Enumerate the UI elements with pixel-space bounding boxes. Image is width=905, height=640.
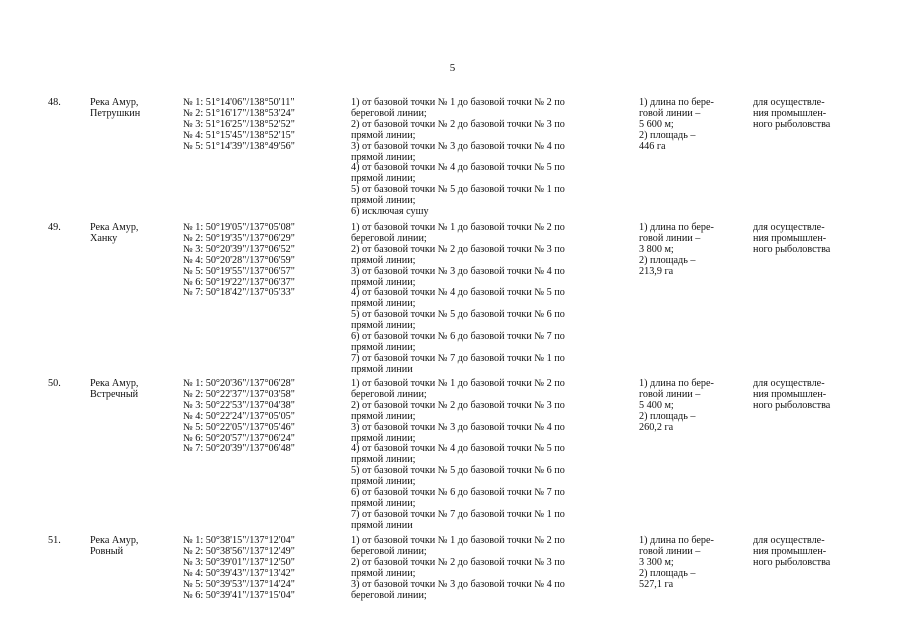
purpose-line: ния промышлен- [753, 107, 827, 119]
boundary-description-line: береговой линии; [351, 388, 427, 400]
area-dimensions-cell [639, 379, 747, 434]
area-dimensions-line: 5 400 м; [639, 399, 674, 411]
boundary-description-line: прямой линии; [351, 410, 416, 422]
boundary-description-line: береговой линии; [351, 589, 427, 601]
coordinates-line: № 2: 51°16'17"/138°53'24" [183, 107, 295, 119]
area-dimensions-line: 2) площадь – [639, 254, 696, 266]
coordinates-cell [183, 223, 343, 299]
area-dimensions-line: 1) длина по бере- [639, 222, 714, 233]
boundary-description-line: 7) от базовой точки № 7 до базовой точки № 1 по [351, 352, 565, 364]
area-dimensions-line: 2) площадь – [639, 410, 696, 422]
boundary-description-line: прямой линии; [351, 276, 416, 288]
coordinates-line: № 2: 50°19'35"/137°06'29" [183, 232, 295, 244]
coordinates-line: № 5: 50°22'05"/137°05'46" [183, 421, 295, 433]
coordinates-line: № 7: 50°18'42"/137°05'33" [183, 287, 295, 299]
area-dimensions-cell [639, 223, 747, 278]
boundary-description-line: береговой линии; [351, 545, 427, 557]
boundary-description-line: прямой линии; [351, 432, 416, 444]
coordinates-cell [183, 536, 343, 601]
boundary-description-line: прямой линии; [351, 298, 416, 310]
area-dimensions-line: 213,9 га [639, 265, 674, 277]
area-dimensions-line: 1) длина по бере- [639, 535, 714, 546]
boundary-description-line: прямой линии [351, 519, 413, 531]
boundary-description-line: 3) от базовой точки № 3 до базовой точки № 4 по [351, 578, 565, 590]
boundary-description-line: 1) от базовой точки № 1 до базовой точки № 2 по [351, 97, 565, 108]
coordinates-line: № 5: 50°19'55"/137°06'57" [183, 265, 295, 277]
boundary-description-line: 3) от базовой точки № 3 до базовой точки № 4 по [351, 140, 565, 152]
purpose-line: ния промышлен- [753, 232, 827, 244]
boundary-description-line: береговой линии; [351, 107, 427, 119]
purpose-line: для осуществле- [753, 222, 825, 233]
purpose-line: ного рыболовства [753, 118, 831, 130]
area-dimensions-line: говой линии – [639, 232, 701, 244]
boundary-description-line: 6) от базовой точки № 6 до базовой точки № 7 по [351, 331, 565, 343]
coordinates-cell [183, 379, 343, 455]
boundary-description-line: 2) от базовой точки № 2 до базовой точки № 3 по [351, 399, 565, 411]
area-dimensions-line: 5 600 м; [639, 118, 674, 130]
area-dimensions-line: 527,1 га [639, 578, 674, 590]
coordinates-line: № 3: 51°16'25"/138°52'52" [183, 118, 295, 130]
coordinates-line: № 5: 50°39'53"/137°14'24" [183, 578, 295, 590]
boundary-description-cell [351, 536, 629, 601]
boundary-description-line: 1) от базовой точки № 1 до базовой точки № 2 по [351, 222, 565, 233]
coordinates-line: № 1: 50°20'36"/137°06'28" [183, 378, 295, 389]
area-dimensions-cell [639, 98, 747, 153]
boundary-description-line: прямой линии; [351, 341, 416, 353]
boundary-description-line: 5) от базовой точки № 5 до базовой точки № 6 по [351, 465, 565, 477]
area-dimensions-line: 3 800 м; [639, 243, 674, 255]
area-dimensions-line: 260,2 га [639, 421, 674, 433]
area-name-line: Река Амур, [90, 535, 139, 546]
boundary-description-line: 4) от базовой точки № 4 до базовой точки № 5 по [351, 162, 565, 174]
row-number: 49. [48, 222, 61, 233]
purpose-cell [753, 536, 881, 569]
coordinates-line: № 2: 50°22'37"/137°03'58" [183, 388, 295, 400]
area-name-line: Река Амур, [90, 97, 139, 108]
boundary-description-line: 1) от базовой точки № 1 до базовой точки № 2 по [351, 378, 565, 389]
area-name-line: Встречный [90, 388, 139, 400]
boundary-description-line: береговой линии; [351, 232, 427, 244]
area-name-cell [90, 98, 178, 120]
coordinates-line: № 6: 50°19'22"/137°06'37" [183, 276, 295, 288]
coordinates-line: № 3: 50°20'39"/137°06'52" [183, 243, 295, 255]
purpose-line: ного рыболовства [753, 556, 831, 568]
coordinates-line: № 3: 50°39'01"/137°12'50" [183, 556, 295, 568]
boundary-description-line: 5) от базовой точки № 5 до базовой точки № 6 по [351, 309, 565, 321]
boundary-description-line: прямой линии; [351, 254, 416, 266]
coordinates-line: № 1: 50°19'05"/137°05'08" [183, 222, 295, 233]
boundary-description-line: 4) от базовой точки № 4 до базовой точки № 5 по [351, 443, 565, 455]
boundary-description-line: прямой линии; [351, 454, 416, 466]
boundary-description-cell [351, 98, 629, 218]
purpose-cell [753, 379, 881, 412]
page-number: 5 [449, 62, 456, 74]
boundary-description-line: прямой линии; [351, 195, 416, 207]
boundary-description-line: 7) от базовой точки № 7 до базовой точки № 1 по [351, 508, 565, 520]
boundary-description-line: 3) от базовой точки № 3 до базовой точки № 4 по [351, 265, 565, 277]
purpose-line: для осуществле- [753, 378, 825, 389]
boundary-description-line: прямой линии; [351, 476, 416, 488]
coordinates-line: № 1: 50°38'15"/137°12'04" [183, 535, 295, 546]
boundary-description-cell [351, 223, 629, 376]
area-dimensions-line: говой линии – [639, 107, 701, 119]
area-dimensions-line: говой линии – [639, 545, 701, 557]
coordinates-line: № 4: 50°22'24"/137°05'05" [183, 410, 295, 422]
area-name-line: Ханку [90, 232, 118, 244]
coordinates-line: № 7: 50°20'39"/137°06'48" [183, 443, 295, 455]
row-number: 50. [48, 378, 61, 389]
area-name-cell [90, 379, 178, 401]
area-name-line: Река Амур, [90, 378, 139, 389]
boundary-description-line: прямой линии; [351, 497, 416, 509]
boundary-description-line: 2) от базовой точки № 2 до базовой точки № 3 по [351, 243, 565, 255]
coordinates-line: № 1: 51°14'06"/138°50'11" [183, 97, 295, 108]
coordinates-line: № 4: 50°20'28"/137°06'59" [183, 254, 295, 266]
purpose-line: для осуществле- [753, 97, 825, 108]
coordinates-line: № 5: 51°14'39"/138°49'56" [183, 140, 295, 152]
boundary-description-line: прямой линии; [351, 151, 416, 163]
coordinates-line: № 4: 50°39'43"/137°13'42" [183, 567, 295, 579]
area-name-cell [90, 223, 178, 245]
purpose-line: ного рыболовства [753, 399, 831, 411]
purpose-line: ния промышлен- [753, 388, 827, 400]
boundary-description-line: 2) от базовой точки № 2 до базовой точки № 3 по [351, 118, 565, 130]
area-name-cell [90, 536, 178, 558]
purpose-cell [753, 223, 881, 256]
area-dimensions-cell [639, 536, 747, 591]
boundary-description-line: прямой линии; [351, 129, 416, 141]
purpose-line: ного рыболовства [753, 243, 831, 255]
boundary-description-line: 6) исключая сушу [351, 206, 429, 218]
coordinates-line: № 2: 50°38'56"/137°12'49" [183, 545, 295, 557]
area-dimensions-line: 1) длина по бере- [639, 97, 714, 108]
area-dimensions-line: говой линии – [639, 388, 701, 400]
coordinates-line: № 4: 51°15'45"/138°52'15" [183, 129, 295, 141]
area-name-line: Петрушкин [90, 107, 141, 119]
purpose-line: ния промышлен- [753, 545, 827, 557]
row-number: 48. [48, 97, 61, 108]
boundary-description-line: 2) от базовой точки № 2 до базовой точки № 3 по [351, 556, 565, 568]
coordinates-cell [183, 98, 343, 153]
row-number: 51. [48, 535, 61, 546]
area-name-line: Ровный [90, 545, 124, 557]
area-dimensions-line: 1) длина по бере- [639, 378, 714, 389]
area-dimensions-line: 2) площадь – [639, 567, 696, 579]
area-dimensions-line: 446 га [639, 140, 666, 152]
boundary-description-line: 6) от базовой точки № 6 до базовой точки № 7 по [351, 487, 565, 499]
boundary-description-cell [351, 379, 629, 532]
boundary-description-line: 4) от базовой точки № 4 до базовой точки № 5 по [351, 287, 565, 299]
area-dimensions-line: 2) площадь – [639, 129, 696, 141]
coordinates-line: № 6: 50°39'41"/137°15'04" [183, 589, 295, 601]
boundary-description-line: 3) от базовой точки № 3 до базовой точки № 4 по [351, 421, 565, 433]
boundary-description-line: 5) от базовой точки № 5 до базовой точки № 1 по [351, 184, 565, 196]
boundary-description-line: прямой линии [351, 363, 413, 375]
boundary-description-line: прямой линии; [351, 173, 416, 185]
coordinates-line: № 6: 50°20'57"/137°06'24" [183, 432, 295, 444]
area-name-line: Река Амур, [90, 222, 139, 233]
boundary-description-line: прямой линии; [351, 320, 416, 332]
area-dimensions-line: 3 300 м; [639, 556, 674, 568]
purpose-cell [753, 98, 881, 131]
boundary-description-line: прямой линии; [351, 567, 416, 579]
purpose-line: для осуществле- [753, 535, 825, 546]
coordinates-line: № 3: 50°22'53"/137°04'38" [183, 399, 295, 411]
boundary-description-line: 1) от базовой точки № 1 до базовой точки № 2 по [351, 535, 565, 546]
